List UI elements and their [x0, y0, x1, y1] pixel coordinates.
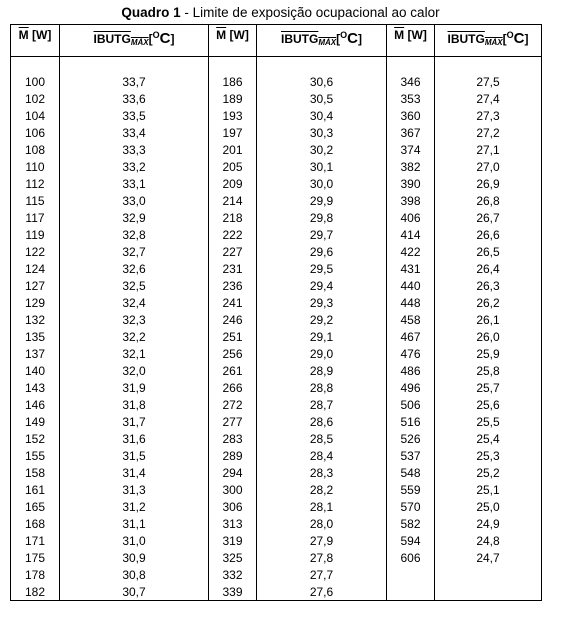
- ibutg-max-cell: 27,9: [257, 532, 387, 549]
- ibutg-max-cell: 30,7: [60, 583, 209, 601]
- metabolic-rate-cell: 189: [209, 90, 257, 107]
- table-row: [11, 430, 542, 447]
- ibutg-max-cell: 31,6: [60, 430, 209, 447]
- header-m-col3: $\overline{M}$ [W]: [387, 25, 435, 57]
- metabolic-rate-cell: 186: [209, 73, 257, 90]
- metabolic-rate-cell: 143: [11, 379, 60, 396]
- ibutg-max-cell: 30,1: [257, 158, 387, 175]
- metabolic-rate-cell: 283: [209, 430, 257, 447]
- metabolic-rate-cell: 440: [387, 277, 435, 294]
- metabolic-rate-cell: 325: [209, 549, 257, 566]
- table-caption: [0, 5, 561, 21]
- table-row: [11, 124, 542, 141]
- ibutg-max-cell: 27,3: [435, 107, 542, 124]
- ibutg-max-cell: 29,8: [257, 209, 387, 226]
- ibutg-max-cell: 28,7: [257, 396, 387, 413]
- table-row: [11, 396, 542, 413]
- ibutg-max-cell: 26,1: [435, 311, 542, 328]
- ibutg-max-cell: 28,5: [257, 430, 387, 447]
- table-row: [11, 277, 542, 294]
- metabolic-rate-cell: 246: [209, 311, 257, 328]
- metabolic-rate-cell: 155: [11, 447, 60, 464]
- header-row: [11, 25, 542, 57]
- ibutg-max-cell: 30,6: [257, 73, 387, 90]
- metabolic-rate-cell: 559: [387, 481, 435, 498]
- ibutg-max-cell: 28,0: [257, 515, 387, 532]
- metabolic-rate-cell: 201: [209, 141, 257, 158]
- ibutg-max-cell: 31,4: [60, 464, 209, 481]
- metabolic-rate-cell: 390: [387, 175, 435, 192]
- ibutg-max-cell: 26,9: [435, 175, 542, 192]
- table-row: [11, 73, 542, 90]
- ibutg-max-cell: 25,7: [435, 379, 542, 396]
- ibutg-max-cell: 29,6: [257, 243, 387, 260]
- metabolic-rate-cell: 374: [387, 141, 435, 158]
- metabolic-rate-cell: 398: [387, 192, 435, 209]
- metabolic-rate-cell: 300: [209, 481, 257, 498]
- metabolic-rate-cell: 161: [11, 481, 60, 498]
- metabolic-rate-cell: 582: [387, 515, 435, 532]
- table-row: [11, 158, 542, 175]
- table-row: [11, 583, 542, 601]
- ibutg-max-cell: 26,0: [435, 328, 542, 345]
- ibutg-max-cell: 25,1: [435, 481, 542, 498]
- metabolic-rate-cell: 319: [209, 532, 257, 549]
- metabolic-rate-cell: 102: [11, 90, 60, 107]
- ibutg-max-cell: 25,0: [435, 498, 542, 515]
- metabolic-rate-cell: 294: [209, 464, 257, 481]
- metabolic-rate-cell: 548: [387, 464, 435, 481]
- ibutg-max-cell: 29,2: [257, 311, 387, 328]
- ibutg-max-cell: 24,7: [435, 549, 542, 566]
- metabolic-rate-cell: 117: [11, 209, 60, 226]
- ibutg-max-cell: 25,2: [435, 464, 542, 481]
- metabolic-rate-cell: 227: [209, 243, 257, 260]
- ibutg-max-cell: 31,2: [60, 498, 209, 515]
- metabolic-rate-cell: 289: [209, 447, 257, 464]
- table-row: [11, 209, 542, 226]
- ibutg-max-cell: 30,8: [60, 566, 209, 583]
- metabolic-rate-cell: 406: [387, 209, 435, 226]
- ibutg-max-cell: 27,8: [257, 549, 387, 566]
- ibutg-max-cell: 32,7: [60, 243, 209, 260]
- metabolic-rate-cell: 414: [387, 226, 435, 243]
- metabolic-rate-cell: 197: [209, 124, 257, 141]
- table-row: [11, 498, 542, 515]
- ibutg-max-cell: 31,1: [60, 515, 209, 532]
- metabolic-rate-cell: 149: [11, 413, 60, 430]
- metabolic-rate-cell: 382: [387, 158, 435, 175]
- ibutg-max-cell: 27,7: [257, 566, 387, 583]
- metabolic-rate-cell: 313: [209, 515, 257, 532]
- metabolic-rate-cell: 193: [209, 107, 257, 124]
- table-row: [11, 107, 542, 124]
- table-row: [11, 379, 542, 396]
- table-row: [11, 362, 542, 379]
- metabolic-rate-cell: [387, 583, 435, 601]
- caption-text: - Limite de exposição ocupacional ao calor: [180, 5, 440, 20]
- metabolic-rate-cell: 526: [387, 430, 435, 447]
- ibutg-max-cell: 33,0: [60, 192, 209, 209]
- metabolic-rate-cell: 486: [387, 362, 435, 379]
- ibutg-max-cell: 29,5: [257, 260, 387, 277]
- ibutg-max-cell: 33,4: [60, 124, 209, 141]
- header-ibutg-col2: $IBUTG_{\overline{MÁX}}[^OC]$: [257, 25, 387, 57]
- metabolic-rate-cell: 100: [11, 73, 60, 90]
- ibutg-max-cell: 32,4: [60, 294, 209, 311]
- ibutg-max-cell: 28,2: [257, 481, 387, 498]
- table-row: [11, 464, 542, 481]
- metabolic-rate-cell: [387, 566, 435, 583]
- metabolic-rate-cell: 476: [387, 345, 435, 362]
- table-row: [11, 294, 542, 311]
- ibutg-max-cell: 30,4: [257, 107, 387, 124]
- table-row: [11, 192, 542, 209]
- metabolic-rate-cell: 537: [387, 447, 435, 464]
- ibutg-max-cell: 25,3: [435, 447, 542, 464]
- metabolic-rate-cell: 506: [387, 396, 435, 413]
- metabolic-rate-cell: 496: [387, 379, 435, 396]
- metabolic-rate-cell: 146: [11, 396, 60, 413]
- ibutg-max-cell: 32,3: [60, 311, 209, 328]
- metabolic-rate-cell: 570: [387, 498, 435, 515]
- ibutg-max-cell: 28,8: [257, 379, 387, 396]
- ibutg-max-cell: 32,5: [60, 277, 209, 294]
- metabolic-rate-cell: 332: [209, 566, 257, 583]
- ibutg-max-cell: 27,5: [435, 73, 542, 90]
- metabolic-rate-cell: 431: [387, 260, 435, 277]
- ibutg-max-cell: 30,5: [257, 90, 387, 107]
- ibutg-max-cell: 25,9: [435, 345, 542, 362]
- metabolic-rate-cell: 152: [11, 430, 60, 447]
- ibutg-max-cell: 26,5: [435, 243, 542, 260]
- metabolic-rate-cell: 178: [11, 566, 60, 583]
- metabolic-rate-cell: 119: [11, 226, 60, 243]
- metabolic-rate-cell: 339: [209, 583, 257, 601]
- metabolic-rate-cell: 516: [387, 413, 435, 430]
- ibutg-max-cell: 26,4: [435, 260, 542, 277]
- ibutg-max-cell: 28,1: [257, 498, 387, 515]
- ibutg-max-cell: 33,5: [60, 107, 209, 124]
- ibutg-max-cell: 26,8: [435, 192, 542, 209]
- metabolic-rate-cell: 132: [11, 311, 60, 328]
- ibutg-max-cell: 32,8: [60, 226, 209, 243]
- metabolic-rate-cell: 110: [11, 158, 60, 175]
- ibutg-max-cell: 33,6: [60, 90, 209, 107]
- ibutg-max-cell: 31,9: [60, 379, 209, 396]
- ibutg-max-cell: 28,3: [257, 464, 387, 481]
- ibutg-max-cell: 29,0: [257, 345, 387, 362]
- ibutg-max-cell: 28,6: [257, 413, 387, 430]
- header-m-col1: $\overline{M}$ [W]: [11, 25, 60, 57]
- metabolic-rate-cell: 594: [387, 532, 435, 549]
- ibutg-max-cell: 24,8: [435, 532, 542, 549]
- metabolic-rate-cell: 108: [11, 141, 60, 158]
- table-row: [11, 243, 542, 260]
- ibutg-max-cell: 32,2: [60, 328, 209, 345]
- ibutg-max-cell: 26,2: [435, 294, 542, 311]
- metabolic-rate-cell: 241: [209, 294, 257, 311]
- ibutg-max-cell: 31,7: [60, 413, 209, 430]
- metabolic-rate-cell: 367: [387, 124, 435, 141]
- ibutg-max-cell: 30,9: [60, 549, 209, 566]
- metabolic-rate-cell: 261: [209, 362, 257, 379]
- metabolic-rate-cell: 458: [387, 311, 435, 328]
- metabolic-rate-cell: 360: [387, 107, 435, 124]
- metabolic-rate-cell: 124: [11, 260, 60, 277]
- table-row: [11, 90, 542, 107]
- header-ibutg-col3: $IBUTG_{\overline{MÁX}}[^OC]$: [435, 25, 542, 57]
- metabolic-rate-cell: 256: [209, 345, 257, 362]
- ibutg-max-cell: 27,2: [435, 124, 542, 141]
- ibutg-max-cell: 25,8: [435, 362, 542, 379]
- metabolic-rate-cell: 165: [11, 498, 60, 515]
- caption-label: Quadro 1: [121, 5, 181, 20]
- metabolic-rate-cell: 448: [387, 294, 435, 311]
- ibutg-max-cell: 33,3: [60, 141, 209, 158]
- metabolic-rate-cell: 175: [11, 549, 60, 566]
- ibutg-max-cell: 33,2: [60, 158, 209, 175]
- ibutg-max-cell: 24,9: [435, 515, 542, 532]
- table-row: [11, 566, 542, 583]
- ibutg-max-cell: 30,2: [257, 141, 387, 158]
- metabolic-rate-cell: 140: [11, 362, 60, 379]
- table-row: [11, 515, 542, 532]
- metabolic-rate-cell: 127: [11, 277, 60, 294]
- ibutg-max-cell: 31,0: [60, 532, 209, 549]
- ibutg-max-cell: 25,5: [435, 413, 542, 430]
- table-row: [11, 141, 542, 158]
- ibutg-max-cell: 26,6: [435, 226, 542, 243]
- ibutg-max-cell: 26,7: [435, 209, 542, 226]
- metabolic-rate-cell: 104: [11, 107, 60, 124]
- table-row: [11, 447, 542, 464]
- metabolic-rate-cell: 106: [11, 124, 60, 141]
- table-row: [11, 260, 542, 277]
- ibutg-max-cell: 30,3: [257, 124, 387, 141]
- metabolic-rate-cell: 137: [11, 345, 60, 362]
- ibutg-max-cell: 29,9: [257, 192, 387, 209]
- header-m-col2: $\overline{M}$ [W]: [209, 25, 257, 57]
- metabolic-rate-cell: 222: [209, 226, 257, 243]
- header-ibutg-col1: $IBUTG_{\overline{MÁX}}[^OC]$: [60, 25, 209, 57]
- ibutg-max-cell: 32,1: [60, 345, 209, 362]
- ibutg-max-cell: 29,1: [257, 328, 387, 345]
- ibutg-max-cell: 29,7: [257, 226, 387, 243]
- metabolic-rate-cell: 122: [11, 243, 60, 260]
- spacer-row: [11, 57, 542, 74]
- metabolic-rate-cell: 218: [209, 209, 257, 226]
- metabolic-rate-cell: 214: [209, 192, 257, 209]
- metabolic-rate-cell: 251: [209, 328, 257, 345]
- metabolic-rate-cell: 182: [11, 583, 60, 601]
- metabolic-rate-cell: 606: [387, 549, 435, 566]
- ibutg-max-cell: 26,3: [435, 277, 542, 294]
- metabolic-rate-cell: 353: [387, 90, 435, 107]
- ibutg-max-cell: 33,1: [60, 175, 209, 192]
- metabolic-rate-cell: 272: [209, 396, 257, 413]
- table-row: [11, 413, 542, 430]
- metabolic-rate-cell: 467: [387, 328, 435, 345]
- ibutg-max-cell: [435, 566, 542, 583]
- metabolic-rate-cell: 168: [11, 515, 60, 532]
- ibutg-max-cell: [435, 583, 542, 601]
- metabolic-rate-cell: 135: [11, 328, 60, 345]
- table-row: [11, 345, 542, 362]
- ibutg-max-cell: 25,6: [435, 396, 542, 413]
- metabolic-rate-cell: 277: [209, 413, 257, 430]
- metabolic-rate-cell: 236: [209, 277, 257, 294]
- table-row: [11, 532, 542, 549]
- ibutg-max-cell: 28,4: [257, 447, 387, 464]
- ibutg-max-cell: 27,1: [435, 141, 542, 158]
- metabolic-rate-cell: 231: [209, 260, 257, 277]
- metabolic-rate-cell: 158: [11, 464, 60, 481]
- metabolic-rate-cell: 129: [11, 294, 60, 311]
- table-body: [11, 57, 542, 601]
- ibutg-max-cell: 25,4: [435, 430, 542, 447]
- ibutg-max-cell: 31,5: [60, 447, 209, 464]
- ibutg-max-cell: 30,0: [257, 175, 387, 192]
- ibutg-max-cell: 28,9: [257, 362, 387, 379]
- metabolic-rate-cell: 306: [209, 498, 257, 515]
- ibutg-max-cell: 27,4: [435, 90, 542, 107]
- ibutg-max-cell: 32,0: [60, 362, 209, 379]
- metabolic-rate-cell: 209: [209, 175, 257, 192]
- ibutg-max-cell: 27,0: [435, 158, 542, 175]
- ibutg-max-cell: 32,6: [60, 260, 209, 277]
- metabolic-rate-cell: 171: [11, 532, 60, 549]
- ibutg-max-cell: 31,8: [60, 396, 209, 413]
- table-row: [11, 175, 542, 192]
- metabolic-rate-cell: 266: [209, 379, 257, 396]
- ibutg-max-cell: 31,3: [60, 481, 209, 498]
- metabolic-rate-cell: 205: [209, 158, 257, 175]
- ibutg-max-cell: 29,3: [257, 294, 387, 311]
- ibutg-max-cell: 27,6: [257, 583, 387, 601]
- ibutg-max-cell: 29,4: [257, 277, 387, 294]
- table-row: [11, 549, 542, 566]
- heat-exposure-table: [10, 24, 542, 601]
- table-row: [11, 328, 542, 345]
- metabolic-rate-cell: 422: [387, 243, 435, 260]
- table-row: [11, 311, 542, 328]
- metabolic-rate-cell: 346: [387, 73, 435, 90]
- ibutg-max-cell: 33,7: [60, 73, 209, 90]
- ibutg-max-cell: 32,9: [60, 209, 209, 226]
- metabolic-rate-cell: 115: [11, 192, 60, 209]
- table-row: [11, 226, 542, 243]
- table-row: [11, 481, 542, 498]
- metabolic-rate-cell: 112: [11, 175, 60, 192]
